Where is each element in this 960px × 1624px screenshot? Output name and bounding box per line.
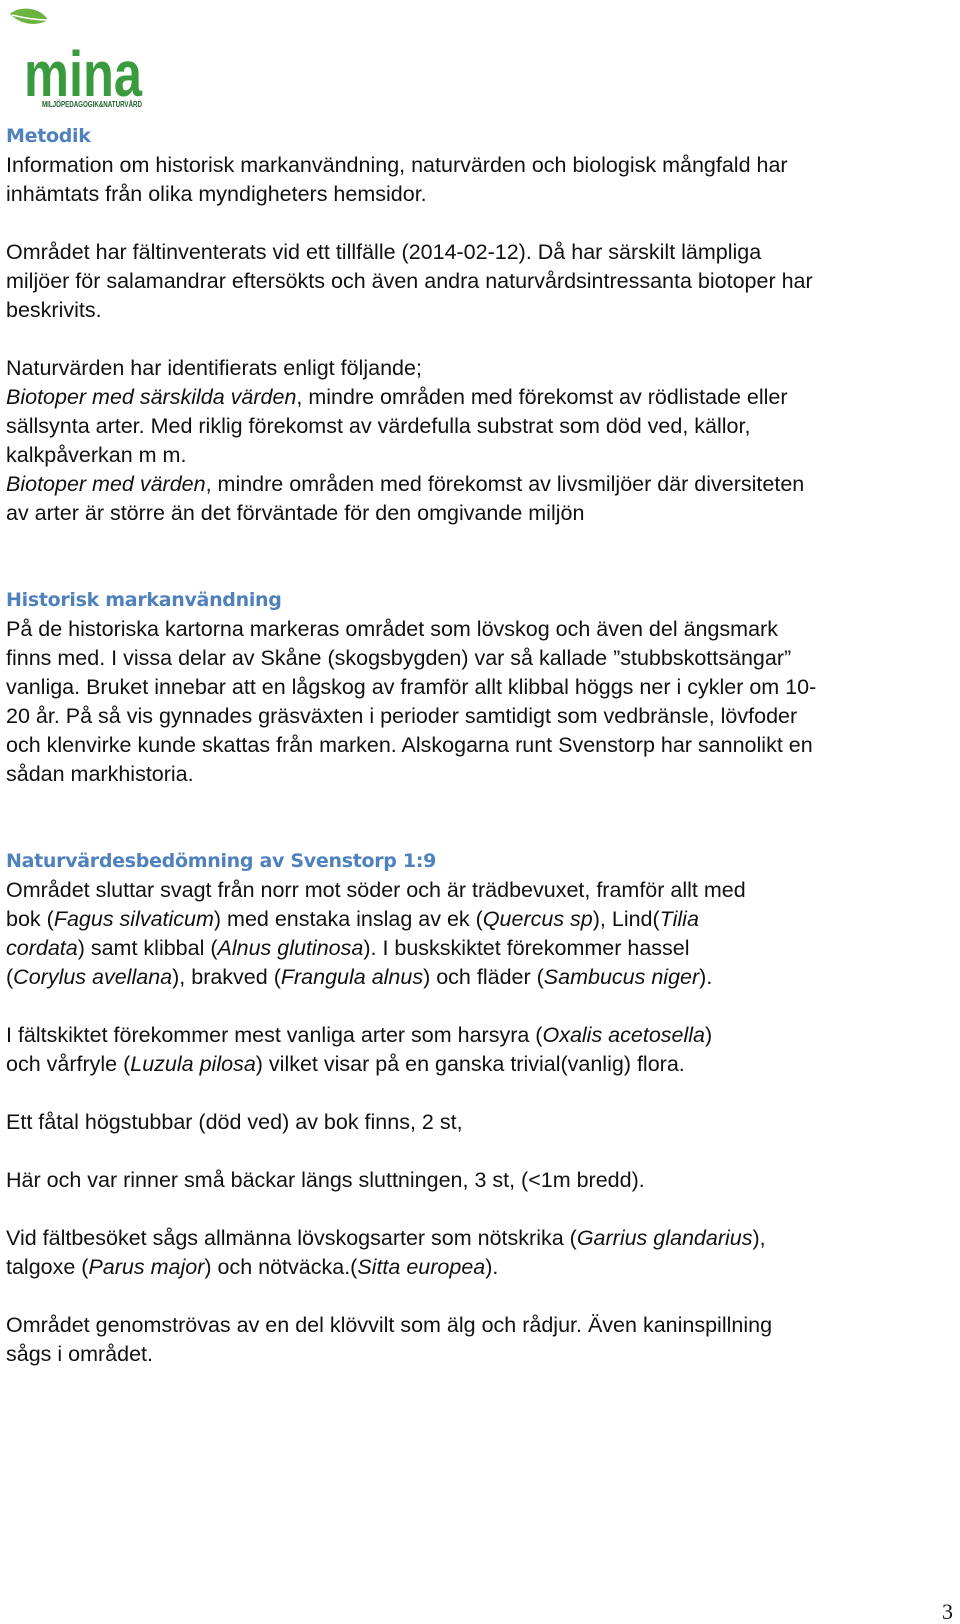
paragraph: Här och var rinner små bäckar längs sluttningen, 3 st, (<1m bredd). [6, 1168, 645, 1192]
paragraph: Ett fåtal högstubbar (död ved) av bok finns, 2 st, [6, 1110, 463, 1134]
logo-wordmark: mina [24, 38, 143, 110]
page-number: 3 [942, 1599, 953, 1624]
paragraph: Området genomströvas av en del klövvilt som älg och rådjur. Även kaninspillning sågs i området. [6, 1313, 773, 1366]
section-heading-metodik: Metodik [6, 125, 91, 147]
term: Biotoper med värden [6, 472, 206, 496]
page-content [6, 122, 954, 1369]
mina-logo [4, 4, 146, 110]
paragraph: Området sluttar svagt från norr mot söder och är trädbevuxet, framför allt med bok (Fagus silvaticum) med enstaka inslag av ek (Quercus sp), Lind(Tilia cordata) samt klibbal (Alnus glutinosa). I buskskiktet förekommer hassel (Corylus avellana), brakved (Frangula alnus) och fläder (Sambucus niger). [6, 878, 746, 989]
section-heading-historisk: Historisk markanvändning [6, 589, 282, 611]
term: Biotoper med särskilda värden [6, 385, 297, 409]
paragraph: I fältskiktet förekommer mest vanliga arter som harsyra (Oxalis acetosella) och vårfryle (Luzula pilosa) vilket visar på en ganska trivial(vanlig) flora. [6, 1023, 713, 1076]
paragraph: Vid fältbesöket sågs allmänna lövskogsarter som nötskrika (Garrius glandarius), talgoxe (Parus major) och nötväcka.(Sitta europea). [6, 1226, 766, 1279]
logo-tagline: MILJÖPEDAGOGIK&NATURVÅRD [42, 100, 143, 109]
paragraph: Information om historisk markanvändning, naturvärden och biologisk mångfald har inhämtats från olika myndigheters hemsidor. [6, 153, 788, 206]
paragraph: På de historiska kartorna markeras området som lövskog och även del ängsmark finns med. I vissa delar av Skåne (skogsbygden) var så kallade ”stubbskottsängar” vanliga. Bruket innebar att en lågskog av framför allt klibbal höggs ner i cykler om 10- 20 år. På så vis gynnades gräsväxten i perioder samtidigt som vedbränsle, lövfoder och klenvirke kunde skattas från marken. Alskogarna runt Svenstorp har sannolikt en sådan markhistoria. [6, 617, 817, 786]
paragraph: Området har fältinventerats vid ett tillfälle (2014-02-12). Då har särskilt lämpliga miljöer för salamandrar eftersökts och även andra naturvårdsintressanta biotoper har beskrivits. [6, 240, 813, 322]
paragraph: Naturvärden har identifierats enligt följande; Biotoper med särskilda värden, mindre områden med förekomst av rödlistade eller sällsynta arter. Med riklig förekomst av värdefulla substrat som död ved, källor, kalkpåverkan m m. Biotoper med värden, mindre områden med förekomst av livsmiljöer där diversiteten av arter är större än det förväntade för den omgivande miljön [6, 356, 805, 525]
section-heading-bedomning: Naturvärdesbedömning av Svenstorp 1:9 [6, 850, 437, 872]
